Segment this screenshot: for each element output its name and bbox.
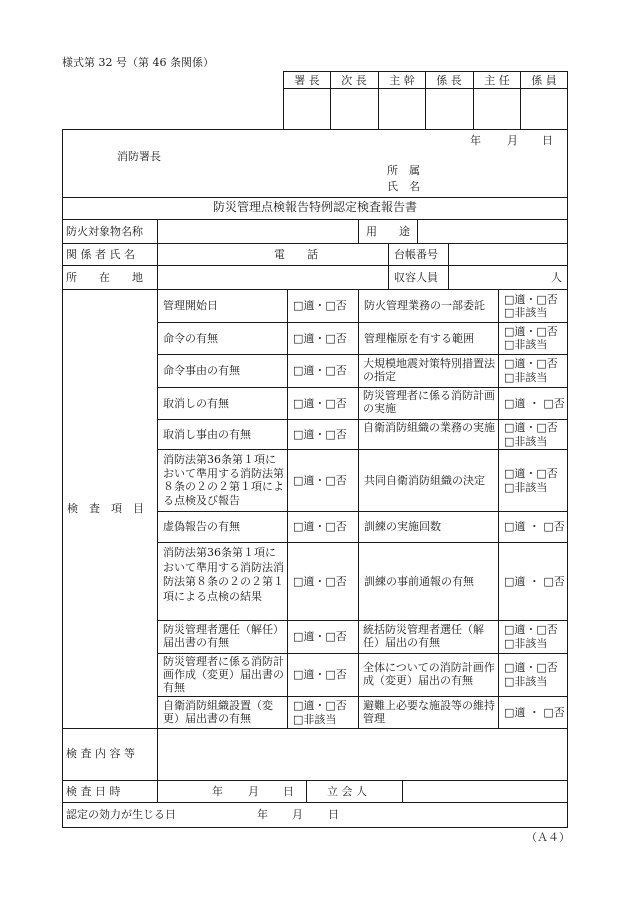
result-options: □適・□否	[293, 332, 347, 345]
result-options: □適・□否	[293, 520, 347, 533]
location-label: 所 在 地	[66, 271, 143, 284]
form-number: 様式第 32 号（第 46 条関係）	[62, 56, 214, 69]
check-item-label: 共同自衛消防組織の決定	[364, 474, 485, 487]
result-options: □適・□否	[504, 357, 558, 370]
object-name-label: 防火対象物名称	[66, 225, 143, 238]
result-options: □適・□否	[293, 630, 347, 643]
addressee: 消防署長	[117, 150, 161, 163]
result-options: □適・□否	[293, 397, 347, 410]
check-item-label: 防災管理者に係る消防計画作成（変更）届出書の有無	[163, 655, 284, 694]
result-options: □適・□否	[293, 428, 347, 441]
stamp-label: 主 幹	[389, 74, 415, 87]
party-name-label: 関 係 者 氏 名	[66, 248, 135, 261]
result-options: □適・□否	[504, 623, 558, 636]
check-item-label: 訓練の実施回数	[364, 520, 441, 533]
date-year-label: 年	[470, 134, 481, 147]
stamp-label: 署 長	[294, 74, 320, 87]
affiliation-label: 所 属	[387, 164, 420, 177]
phone-label: 電 話	[274, 248, 318, 261]
result-options: □適・□否	[293, 668, 347, 681]
result-options: □適 ・ □否	[504, 706, 565, 719]
check-item-label: 防災管理者選任（解任）届出書の有無	[163, 623, 284, 649]
result-options: □適・□否	[293, 699, 347, 712]
check-item-label: 統括防災管理者選任（解任）届出の有無	[363, 623, 484, 649]
not-applicable-option: □非該当	[293, 713, 337, 726]
check-section-label: 検 査 項 目	[67, 502, 144, 515]
result-options: □適・□否	[504, 661, 558, 674]
stamp-label: 係 長	[436, 74, 462, 87]
effective-date-label: 認定の効力が生じる日	[66, 808, 176, 821]
capacity-label: 収容人員	[394, 271, 438, 284]
result-options: □適・□否	[504, 293, 558, 306]
check-item-label: 消防法第36条第１項において準用する消防法消防法第８条の２の２第１項による点検の結果	[163, 546, 284, 603]
check-item-label: 防火管理業務の一部委託	[364, 299, 485, 312]
effective-date-day: 日	[328, 808, 339, 821]
effective-date-year: 年	[257, 808, 268, 821]
check-item-label: 全体についての消防計画作成（変更）届出の有無	[363, 661, 495, 687]
not-applicable-option: □非該当	[504, 306, 548, 319]
inspection-content-label: 検 査 内 容 等	[66, 747, 135, 760]
not-applicable-option: □非該当	[504, 435, 548, 448]
inspection-date-year: 年	[212, 785, 223, 798]
result-options: □適・□否	[293, 364, 347, 377]
result-options: □適・□否	[293, 299, 347, 312]
ledger-number-label: 台帳番号	[394, 248, 438, 261]
result-options: □適 ・ □否	[504, 520, 565, 533]
not-applicable-option: □非該当	[504, 637, 548, 650]
result-options: □適・□否	[504, 421, 558, 434]
result-options: □適・□否	[293, 474, 347, 487]
not-applicable-option: □非該当	[504, 338, 548, 351]
inspection-date-day: 日	[283, 785, 294, 798]
check-item-label: 訓練の事前通報の有無	[364, 575, 474, 588]
check-item-label: 避難上必要な施設等の維持管理	[363, 699, 495, 725]
paper-size-label: （Ａ４）	[526, 831, 570, 844]
not-applicable-option: □非該当	[504, 481, 548, 494]
date-month-label: 月	[507, 134, 518, 147]
check-item-label: 取消し事由の有無	[163, 428, 251, 441]
check-item-label: 消防法第36条第１項において準用する消防法第８条の２の２第１項による点検及び報告	[163, 453, 284, 507]
result-options: □適 ・ □否	[504, 397, 565, 410]
result-options: □適・□否	[504, 325, 558, 338]
witness-label: 立 会 人	[327, 785, 367, 798]
inspection-date-label: 検 査 日 時	[66, 785, 121, 798]
check-item-label: 虚偽報告の有無	[163, 520, 240, 533]
stamp-label: 次 長	[341, 74, 367, 87]
check-item-label: 防災管理者に係る消防計画の実施	[363, 389, 495, 415]
check-item-label: 取消しの有無	[163, 397, 229, 410]
inspection-date-month: 月	[248, 785, 259, 798]
result-options: □適・□否	[293, 575, 347, 588]
check-item-label: 命令の有無	[163, 332, 218, 345]
stamp-label: 主 任	[484, 74, 510, 87]
usage-label: 用 途	[366, 225, 410, 238]
check-item-label: 管理権原を有する範囲	[364, 332, 474, 345]
check-item-label: 自衛消防組織設置（変更）届出書の有無	[163, 699, 273, 725]
result-options: □適 ・ □否	[504, 575, 565, 588]
document-title: 防災管理点検報告特例認定検査報告書	[212, 200, 417, 214]
check-item-label: 命令事由の有無	[163, 364, 240, 377]
name-label: 氏 名	[387, 180, 420, 193]
stamp-label: 係 員	[531, 74, 557, 87]
check-item-label: 自衛消防組織の業務の実施	[363, 421, 495, 434]
check-item-label: 大規模地震対策特別措置法の指定	[363, 357, 495, 383]
effective-date-month: 月	[292, 808, 303, 821]
result-options: □適・□否	[504, 467, 558, 480]
check-item-label: 管理開始日	[163, 299, 218, 312]
date-day-label: 日	[542, 134, 553, 147]
capacity-unit: 人	[551, 271, 562, 284]
not-applicable-option: □非該当	[504, 371, 548, 384]
not-applicable-option: □非該当	[504, 675, 548, 688]
